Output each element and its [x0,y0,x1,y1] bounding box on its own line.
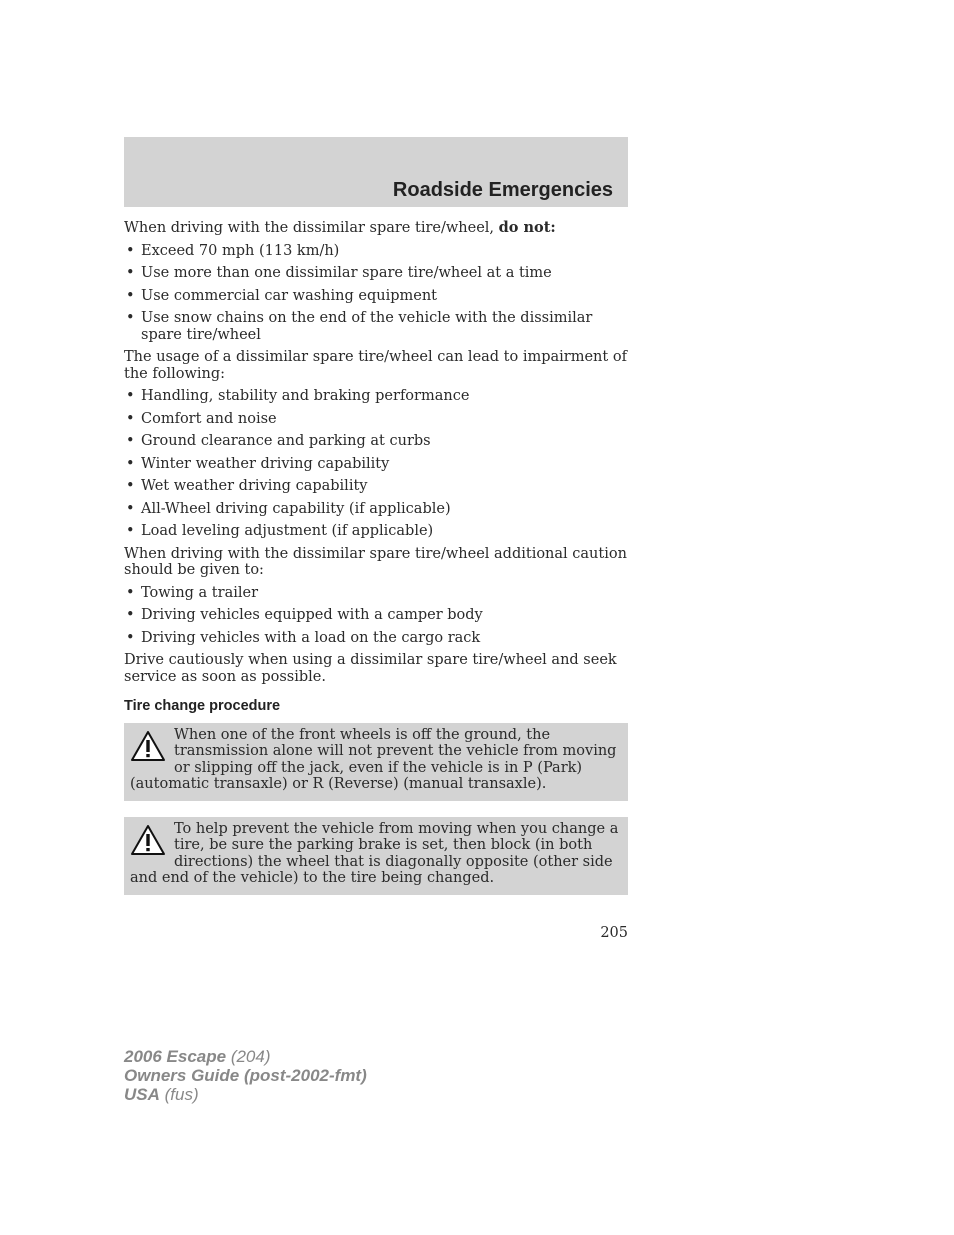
warning-box [124,723,628,801]
list-item: • Winter weather driving capability [124,456,628,473]
impairment-list [124,388,628,540]
footer-market: USA [124,1085,160,1104]
footer-guide: Owners Guide (post-2002-fmt) [124,1066,367,1085]
section-header-band [124,137,628,207]
warning-text: To help prevent the vehicle from moving when you change a tire, be sure the parking brake is set, then block (in both directions) the wheel that is diagonally opposite (other side and end of the vehicle) to the tire being changed. [130,820,619,886]
footer-market-code: (fus) [159,1085,199,1104]
closing-paragraph: Drive cautiously when using a dissimilar spare tire/wheel and seek service as soon as possible. [124,652,617,685]
list-item: • Handling, stability and braking performance [124,388,628,405]
page-content [124,220,628,911]
intro-emphasis: do not: [498,219,556,236]
list-item: • All-Wheel driving capability (if applicable) [124,501,628,518]
section-title: Roadside Emergencies [392,179,613,201]
footer-line-market [124,1085,367,1104]
warning-text: When one of the front wheels is off the ground, the transmission alone will not prevent the vehicle from moving or slipping off the jack, even if the vehicle is in P (Park) (automatic transaxle) or R (Reverse) (manual transaxle). [130,726,617,792]
footer-line-guide [124,1066,367,1085]
impairment-intro: The usage of a dissimilar spare tire/wheel can lead to impairment of the following: [124,349,627,382]
list-item: • Towing a trailer [124,585,628,602]
list-item: • Use commercial car washing equipment [124,288,628,305]
intro-paragraph [124,220,628,237]
list-item: • Use more than one dissimilar spare tire/wheel at a time [124,265,628,282]
footer [124,1047,367,1104]
do-not-list [124,243,628,344]
section-heading: Tire change procedure [124,698,281,714]
list-item: • Load leveling adjustment (if applicable) [124,523,628,540]
list-item: • Comfort and noise [124,411,628,428]
footer-model-code: (204) [226,1047,271,1066]
caution-intro: When driving with the dissimilar spare tire/wheel additional caution should be given to: [124,545,627,578]
intro-text: When driving with the dissimilar spare tire/wheel, [124,220,499,236]
list-item: • Wet weather driving capability [124,478,628,495]
caution-list [124,585,628,647]
warning-triangle-icon [130,824,166,856]
list-item: • Driving vehicles with a load on the cargo rack [124,630,628,647]
list-item: • Ground clearance and parking at curbs [124,433,628,450]
page-number: 205 [600,925,628,941]
list-item: • Use snow chains on the end of the vehicle with the dissimilar spare tire/wheel [124,310,628,343]
footer-line-model [124,1047,367,1066]
list-item: • Driving vehicles equipped with a camper body [124,607,628,624]
footer-model: 2006 Escape [124,1047,227,1066]
list-item: • Exceed 70 mph (113 km/h) [124,243,628,260]
warning-box [124,817,628,895]
warning-triangle-icon [130,730,166,762]
